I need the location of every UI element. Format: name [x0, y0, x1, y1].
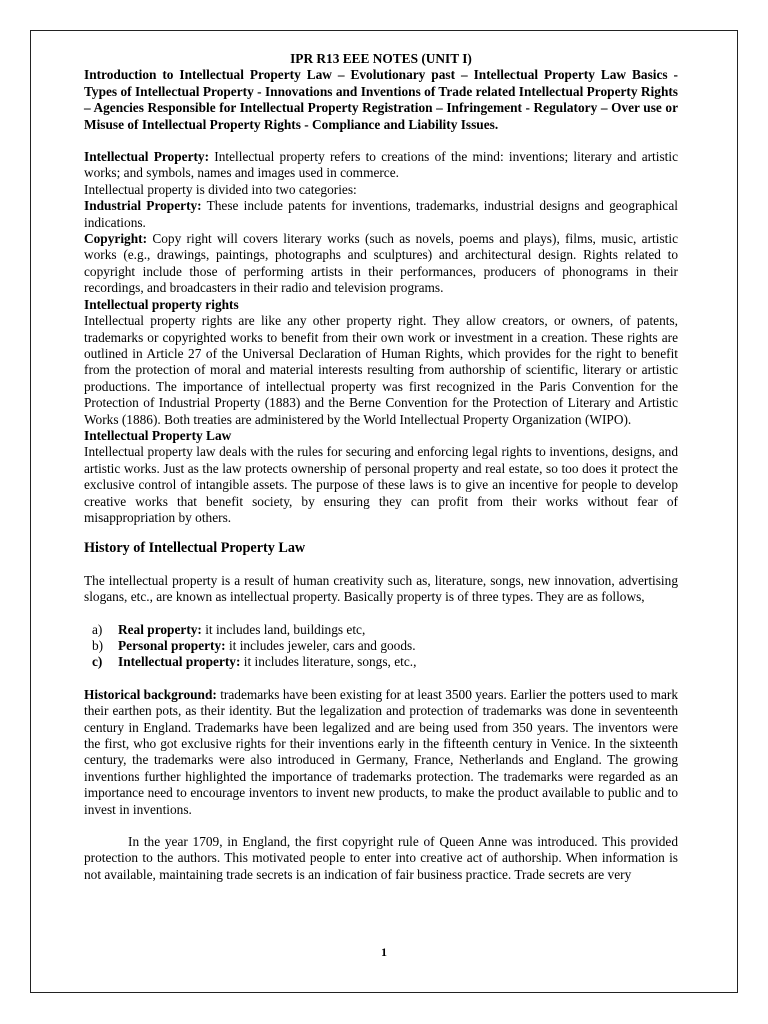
list-text: it includes land, buildings etc, [201, 621, 366, 637]
ip-definition [84, 149, 678, 182]
list-term: Personal property: [118, 638, 226, 653]
document-title: IPR R13 EEE NOTES (UNIT I) [290, 51, 472, 66]
industrial-property [84, 198, 678, 231]
document-body [84, 51, 678, 883]
copyright-text: Copy right will covers literary works (such as novels, poems and plays), films, music, artistic works (e.g., drawings, paintings, photographs and sculptures) and architectural design. Rights related to copyright include those of performing artists in their performances, producers of phonograms in their recordings, and broadcasters in their radio and television programs. [84, 231, 678, 296]
industrial-term: Industrial Property: [84, 198, 202, 214]
ipr-paragraph: Intellectual property rights are like any other property right. They allow creators, or owners, of patents, trademarks or copyrighted works to benefit from their own work or investment in a creation. These rights are outlined in Article 27 of the Universal Declaration of Human Rights, which provides for the right to benefit from the protection of moral and material interests resulting from authorship of scientific, literary or artistic productions. The importance of intellectual property was first recognized in the Paris Convention for the Protection of Industrial Property (1883) and the Berne Convention for the Protection of Literary and Artistic Works (1886). Both treaties are administered by the World Intellectual Property Organization (WIPO). [84, 313, 678, 427]
background-term: Historical background: [84, 686, 217, 702]
copyright-term: Copyright: [84, 231, 148, 247]
industrial-text: These include patents for inventions, trademarks, industrial designs and geographical indications. [84, 198, 678, 230]
page-number: 1 [381, 945, 387, 959]
list-term: Real property: [118, 621, 202, 637]
ipl-heading: Intellectual Property Law [84, 427, 232, 443]
background-text: trademarks have been existing for at least 3500 years. Earlier the potters used to mark their earthen pots, as their identity. But the legalization and protection of trademarks was done in seventeenth century in England. Trademarks have been legalized and are being used from 350 years. The inventors were the first, who got exclusive rights for their inventions early in the fifteenth century in Venice. In the sixteenth century, the trademarks were also introduced in Germany, France, Netherlands and England. The growing inventions further highlighted the importance of trademarks protection. The trademarks were regarded as an importance need to encourage inventors to invent new products, to make the product available to public and to invest in inventions. [84, 686, 678, 817]
property-types-list [84, 622, 678, 671]
historical-background [84, 687, 678, 818]
queen-anne-paragraph: In the year 1709, in England, the first copyright rule of Queen Anne was introduced. This provided protection to the authors. This motivated people to enter into creative act of authorship. When information is not available, maintaining trade secrets is an indication of fair business practice. Trade secrets are very [84, 834, 678, 882]
list-text: it includes jeweler, cars and goods. [225, 638, 416, 653]
ip-text: Intellectual property refers to creations of the mind: inventions; literary and artistic works; and symbols, names and images used in commerce. [84, 149, 679, 181]
history-heading: History of Intellectual Property Law [84, 540, 306, 557]
ipl-paragraph: Intellectual property law deals with the rules for securing and enforcing legal rights to inventions, designs, and artistic works. Just as the law protects ownership of personal property and real estate, so too does it protect the exclusive control of intangible assets. The purpose of these laws is to give an incentive for people to develop creative works that benefit society, by ensuring they can profit from their works without fear of misappropriation by others. [84, 444, 678, 525]
list-item [84, 654, 678, 670]
list-marker: c) [92, 654, 103, 670]
history-paragraph: The intellectual property is a result of human creativity such as, literature, songs, new innovation, advertising slogans, etc., are known as intellectual property. Basically property is of three types. They are as follows, [84, 572, 678, 605]
ip-term: Intellectual Property: [84, 149, 210, 165]
list-text: it includes literature, songs, etc., [240, 654, 417, 670]
ipr-heading: Intellectual property rights [84, 296, 239, 312]
list-marker: b) [92, 638, 104, 653]
list-item [84, 622, 678, 638]
ip-categories: Intellectual property is divided into two categories: [84, 181, 357, 197]
list-item [84, 638, 678, 654]
unit-syllabus: Introduction to Intellectual Property Law – Evolutionary past – Intellectual Property Law Basics - Types of Intellectual Property - Innovations and Inventions of Trade related Intellectual Property Rights – Agencies Responsible for Intellectual Property Registration – Infringement - Regulatory – Over use or Misuse of Intellectual Property Rights - Compliance and Liability Issues. [84, 67, 678, 132]
list-marker: a) [92, 621, 103, 637]
list-term: Intellectual property: [118, 654, 241, 670]
copyright [84, 231, 678, 297]
